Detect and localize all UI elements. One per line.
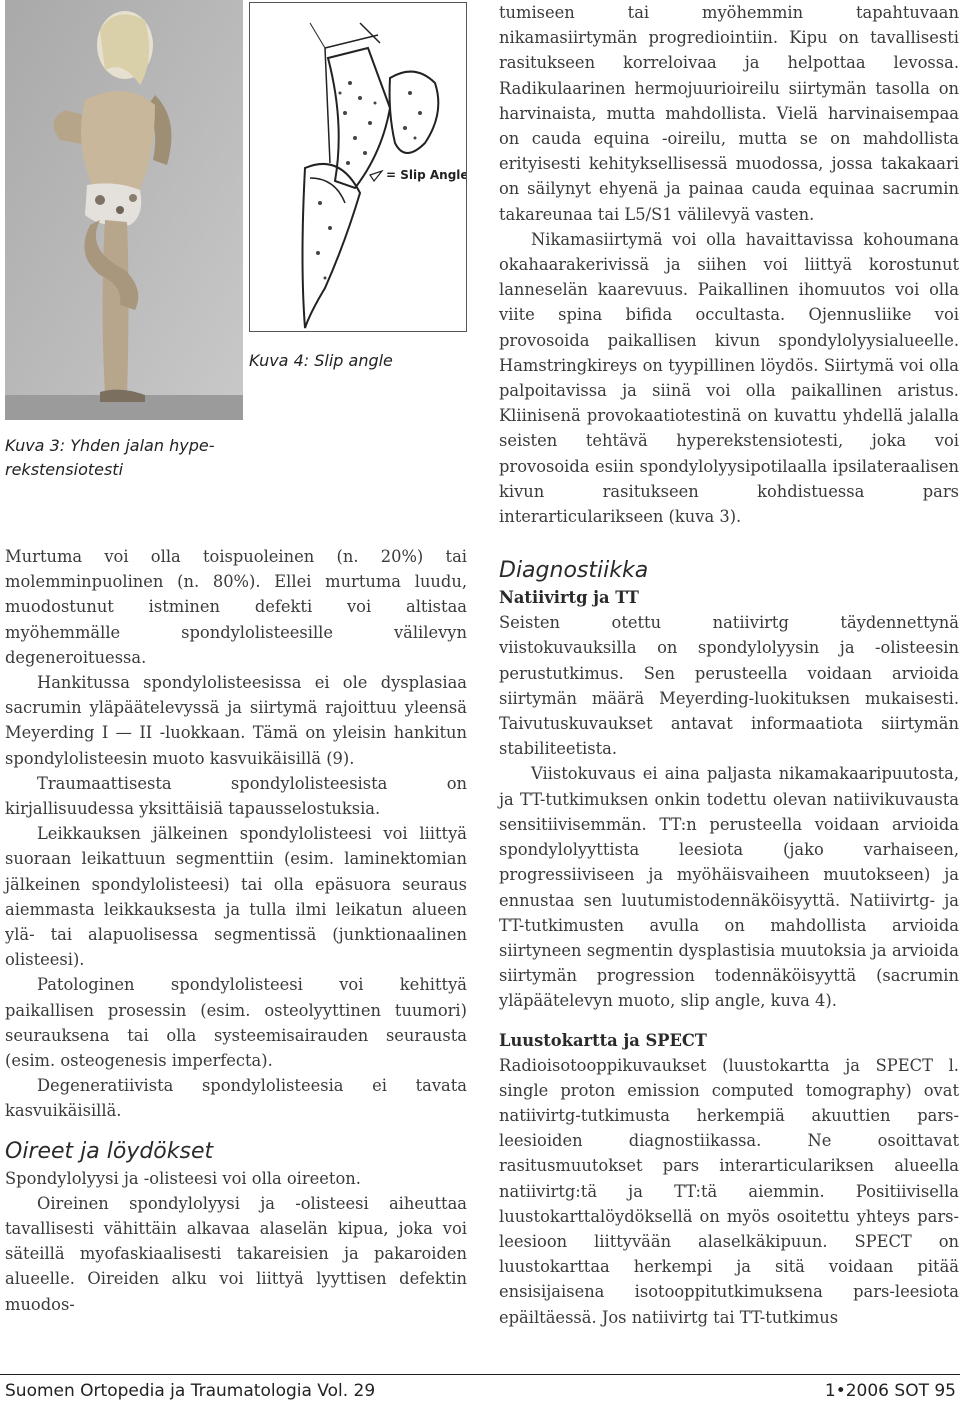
photo-caption-line1: Kuva 3: Yhden jalan hype- [5,436,215,455]
subheading-native-ct: Natiivirtg ja TT [499,588,639,608]
figure-slip-angle-diagram [249,2,467,332]
footer-rule [0,1374,960,1375]
footer-journal: Suomen Ortopedia ja Traumatologia Vol. 29 [5,1381,376,1401]
left-paragraph-7: Spondylolyysi ja -olisteesi voi olla oireeton. [5,1168,361,1188]
photo-caption-line2: rekstensiotesti [5,460,124,479]
figure-photo [5,0,243,420]
left-paragraph-2: Hankitussa spondylolisteesissa ei ole dysplasiaa sacrumin yläpäätelevyssä ja siirtymä rajoittuu yleensä Meyerding I — II -luokkaan. Tämä on yleisin hankitun spondylolisteesin muoto kasvuikäisillä (9). [5,673,467,768]
right-paragraph-2: Nikamasiirtymä voi olla havaittavissa kohoumana okahaarakerivissä ja siihen voi liittyä korostunut lanneselän kaarevuus. Paikallinen ihomuutos voi olla viite spina bifida occultasta. Ojennusliike voi provosoida paikallisen kivun spondylolyysialueelle. Hamstringkireys on tyypillinen löydös. Siirtymä voi olla palpoitavissa ja siinä voi olla paikallinen aristus. Kliinisenä provokaatiotestinä on kuvattu yhdellä jalalla seisten tehtävä hyperekstensiotesti, joka voi provosoida esiin spondylolyysipotilaalla ipsilateraalisen kivun rasitukseen kohdistuessa pars interarticularikseen (kuva 3). [499,229,959,527]
section-heading-symptoms: Oireet ja löydökset [5,1138,214,1164]
left-paragraph-5: Patologinen spondylolisteesi voi kehittyä paikallisen prosessin (esim. osteolyyttinen tuumori) seurauksena tai olla systeemisairauden seurausta (esim. osteogenesis imperfecta). [5,975,467,1071]
left-paragraph-1: Murtuma voi olla toispuoleinen (n. 20%) tai molemminpuolinen (n. 80%). Ellei murtuma luudu, muodostunut istminen defekti voi altistaa myöhemmälle spondylolisteesille välilevyn degeneroituessa. [5,547,467,667]
right-paragraph-1: tumiseen tai myöhemmin tapahtuvaan nikamasiirtymän progrediointiin. Kipu on tavallisesti rasitukseen korreloivaa ja helpottaa levossa. Radikulaarinen hermojuurioireilu siirtymän tasolla on harvinaista, mutta mahdollista. Vielä harvinaisempaa on cauda equina -oireilu, mutta se on mahdollista erityisesti kehityksellisessä muodossa, jossa takakaari on säilynyt ehyenä ja painaa cauda equinaa sacrumin takareunaa tai L5/S1 välilevyä vasten. [499,3,959,224]
section-heading-diagnostics: Diagnostiikka [499,558,649,584]
left-paragraph-3: Traumaattisesta spondylolisteesista on kirjallisuudessa yksittäisiä tapausselostuksia. [5,773,467,819]
slip-angle-label: = Slip Angle [386,168,466,182]
footer-issue-page: 1•2006 SOT 95 [824,1381,956,1401]
left-paragraph-8: Oireinen spondylolyysi ja -olisteesi aiheuttaa tavallisesti vähittäin alkavaa alaselän kipua, joka voi säteillä myofaskiaalisesti takareisien ja pakaroiden alueelle. Oireiden alku voi liittyä lyyttisen defektin muodos- [5,1193,467,1314]
left-paragraph-6: Degeneratiivista spondylolisteesia ei tavata kasvuikäisillä. [5,1076,467,1121]
right-column [499,0,959,1330]
subheading-bone-scan-spect: Luustokartta ja SPECT [499,1030,707,1050]
right-paragraph-5: Radioisotooppikuvaukset (luustokartta ja SPECT l. single proton emission computed tomography) ovat natiivirtg-tutkimusta herkempiä akuuttien pars-leesioiden diagnostiikassa. Ne osoittavat rasitusmuutokset pars interarticulariksen alueella natiivirtg:tä ja TT:tä aiemmin. Positiivisella luustokarttalöydöksellä on myös osoitettu yhteys pars-leesioon liittyvään alaselkäkipuun. SPECT on luustokarttaa herkempi ja sitä voidaan pitää ensisijaisena isotooppitutkimuksena pars-leesiota epäiltäessä. Jos natiivirtg tai TT-tutkimus [499,1055,959,1327]
left-column [5,544,467,1317]
child-hyperextension-photo [5,0,243,420]
photo-caption [5,434,235,482]
diagram-caption: Kuva 4: Slip angle [249,351,393,370]
left-paragraph-4: Leikkauksen jälkeinen spondylolisteesi voi liittyä suoraan leikattuun segmenttiin (esim. laminektomian jälkeinen spondylolisteesi) tai olla epäsuora seuraus aiemmasta leikkauksesta ja tulla ilmi leikatun alueen ylä- tai alapuolisessa segmentissä (junktionaalinen olisteesi). [5,824,467,970]
slip-angle-diagram [250,3,466,331]
right-paragraph-4: Viistokuvaus ei aina paljasta nikamakaaripuutosta, ja TT-tutkimuksen onkin todettu olevan natiivikuvausta sensitiivisemmän. TT:n perusteella voidaan arvioida spondylolyyttista leesiota (jako varhaiseen, progressiiviseen ja myöhäisvaiheen muutokseen) ja ennustaa sen luutumistodennäköisyyttä. Natiivirtg- ja TT-tutkimusten avulla on mahdollista arvioida siirtyneen segmentin dysplastisia muutoksia ja arvioida siirtymän progression todennäköisyyttä (sacrumin yläpäätelevyn muoto, slip angle, kuva 4). [499,764,959,1011]
right-paragraph-3: Seisten otettu natiivirtg täydennettynä viistokuvauksilla on spondylolyysin ja -olisteesin perustutkimus. Sen perusteella voidaan arvioida siirtymän määrä Meyerding-luokituksen mukaisesti. Taivutuskuvaukset antavat informaatiota siirtymän stabiliteetista. [499,613,959,759]
